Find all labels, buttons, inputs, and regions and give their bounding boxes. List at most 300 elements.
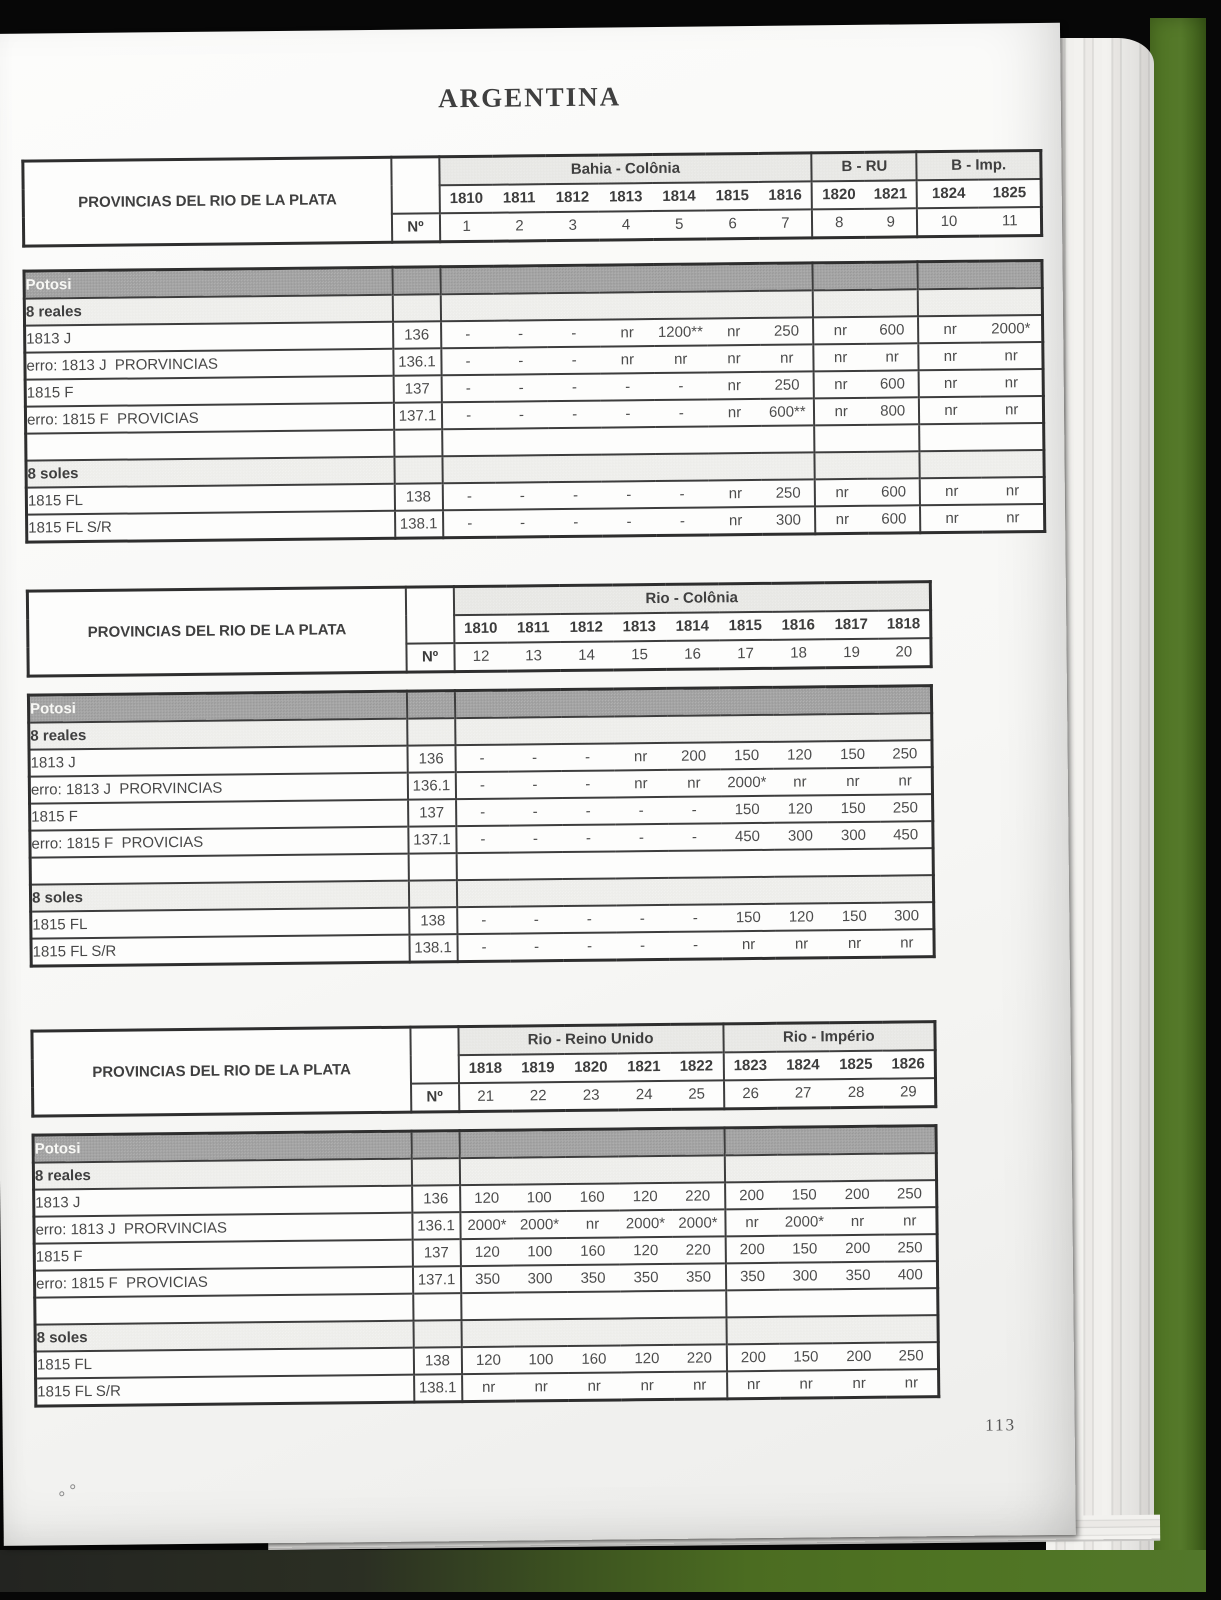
column-number: 18 xyxy=(772,639,825,668)
price-cell: 250 xyxy=(884,1180,937,1208)
column-group-label: Rio - Império xyxy=(723,1022,935,1053)
header-spacer xyxy=(391,157,440,214)
year-header: 1816 xyxy=(759,181,813,210)
price-cell: 2000* xyxy=(778,1208,831,1236)
year-header: 1825 xyxy=(979,179,1041,208)
price-cell: 600** xyxy=(761,398,815,426)
price-cell: - xyxy=(668,823,721,851)
year-header: 1818 xyxy=(878,610,931,639)
column-number: 29 xyxy=(882,1078,935,1107)
price-cell: nr xyxy=(982,477,1044,505)
column-number: 7 xyxy=(759,209,813,238)
year-header: 1811 xyxy=(492,184,546,213)
column-number: 12 xyxy=(454,643,507,672)
section-label: Potosi xyxy=(24,267,392,298)
page-number: 113 xyxy=(985,1415,1017,1435)
price-cell: 220 xyxy=(672,1182,725,1210)
price-cell: 300 xyxy=(774,822,827,850)
catalog-page xyxy=(0,23,1076,1546)
price-cell: nr xyxy=(815,479,868,507)
price-cell: 1200** xyxy=(654,318,708,346)
table-header xyxy=(21,149,1043,248)
price-cell: 120 xyxy=(773,741,826,769)
price-cell: nr xyxy=(919,343,981,371)
row-label: 1815 F xyxy=(34,1240,412,1271)
year-header: 1820 xyxy=(812,181,865,210)
price-cell: nr xyxy=(614,743,667,771)
price-cell: 300 xyxy=(827,822,880,850)
price-cell: nr xyxy=(780,1370,833,1398)
price-cell: 300 xyxy=(778,1262,831,1290)
row-label: erro: 1813 J PRORVINCIAS xyxy=(34,1213,412,1244)
year-header: 1821 xyxy=(617,1053,670,1082)
row-label: 1815 F xyxy=(25,376,393,407)
catalog-number: 137 xyxy=(412,1239,460,1267)
price-cell: nr xyxy=(568,1372,621,1400)
price-cell: nr xyxy=(814,398,867,426)
column-number: 22 xyxy=(512,1082,565,1111)
price-cell: 200 xyxy=(832,1343,885,1371)
price-cell: 350 xyxy=(566,1264,619,1292)
price-cell: - xyxy=(510,933,563,961)
table-corner-label: PROVINCIAS DEL RIO DE LA PLATA xyxy=(27,587,406,676)
price-cell: nr xyxy=(920,478,982,506)
price-cell: - xyxy=(496,509,550,537)
price-cell: 120 xyxy=(460,1185,513,1213)
column-number: 2 xyxy=(493,212,547,241)
section-label: Potosi xyxy=(33,1131,411,1162)
price-cell: - xyxy=(494,374,548,402)
price-cell: 2000* xyxy=(513,1211,566,1239)
year-header: 1812 xyxy=(546,184,600,213)
catalog-number: 138.1 xyxy=(409,934,457,962)
section-label: 8 reales xyxy=(29,719,407,750)
price-cell: - xyxy=(455,745,508,773)
column-number: 4 xyxy=(599,211,653,240)
price-cell: nr xyxy=(707,345,761,373)
price-cell: nr xyxy=(727,1371,780,1399)
price-cell: - xyxy=(562,797,615,825)
price-cell: nr xyxy=(814,344,867,372)
price-cell: 250 xyxy=(879,740,932,768)
price-cell: - xyxy=(668,796,721,824)
catalog-number: 138.1 xyxy=(395,510,443,538)
price-cell: nr xyxy=(919,370,981,398)
price-cell: 200 xyxy=(831,1235,884,1263)
price-cell: 160 xyxy=(566,1237,619,1265)
price-cell: - xyxy=(508,744,561,772)
column-number: 23 xyxy=(565,1081,618,1110)
price-cell: - xyxy=(656,507,710,535)
year-header: 1817 xyxy=(825,611,878,640)
price-cell: - xyxy=(654,399,708,427)
price-cell: nr xyxy=(621,1372,674,1400)
year-header: 1821 xyxy=(865,180,918,209)
column-group-label: B - Imp. xyxy=(917,150,1041,180)
price-cell: - xyxy=(442,483,496,511)
section-label: 8 soles xyxy=(35,1321,413,1352)
price-cell: - xyxy=(655,480,709,508)
row-label: 1813 J xyxy=(29,746,407,777)
row-label: erro: 1815 F PROVICIAS xyxy=(30,827,408,858)
price-cell: 150 xyxy=(827,795,880,823)
price-cell: - xyxy=(441,321,495,349)
row-label: erro: 1815 F PROVICIAS xyxy=(34,1267,412,1298)
price-cell: 2000* xyxy=(980,315,1042,343)
price-cell: nr xyxy=(828,930,881,958)
section-label: 8 soles xyxy=(30,881,408,912)
price-cell: nr xyxy=(760,344,814,372)
price-cell: - xyxy=(455,772,508,800)
catalog-number: 136 xyxy=(412,1185,460,1213)
section-label: 8 reales xyxy=(33,1159,411,1190)
price-cell: - xyxy=(495,401,549,429)
price-cell: - xyxy=(561,743,614,771)
year-header: 1813 xyxy=(599,183,653,212)
price-cell: - xyxy=(457,934,510,962)
price-cell: - xyxy=(494,347,548,375)
table-corner-label: PROVINCIAS DEL RIO DE LA PLATA xyxy=(32,1027,411,1116)
price-cell: - xyxy=(443,510,497,538)
catalog-number: 137.1 xyxy=(393,402,441,430)
price-cell: 120 xyxy=(619,1183,672,1211)
year-header: 1814 xyxy=(666,612,719,641)
price-cell: 100 xyxy=(514,1346,567,1374)
price-cell: - xyxy=(615,824,668,852)
price-cell: nr xyxy=(831,1208,884,1236)
no-column-label: Nº xyxy=(411,1083,459,1112)
price-cell: nr xyxy=(601,346,655,374)
price-cell: - xyxy=(602,508,656,536)
row-label: 1815 FL S/R xyxy=(31,935,409,966)
year-header: 1815 xyxy=(706,182,760,211)
price-cell: - xyxy=(441,402,495,430)
price-cell: 450 xyxy=(880,821,933,849)
price-cell: 250 xyxy=(885,1342,938,1370)
price-cell: - xyxy=(441,375,495,403)
price-cell: 600 xyxy=(868,478,921,506)
price-cell: 200 xyxy=(725,1236,778,1264)
price-cell: nr xyxy=(919,397,981,425)
price-cell: 2000* xyxy=(460,1212,513,1240)
year-header: 1825 xyxy=(829,1051,882,1080)
column-number: 19 xyxy=(825,639,878,668)
price-cell: 800 xyxy=(867,397,920,425)
price-cell: nr xyxy=(982,504,1044,532)
price-cell: - xyxy=(561,770,614,798)
price-cell: 150 xyxy=(826,741,879,769)
price-cell: - xyxy=(547,320,601,348)
catalog-number: 136 xyxy=(393,321,441,349)
price-cell: - xyxy=(456,826,509,854)
price-cell: nr xyxy=(462,1374,515,1402)
price-cell: - xyxy=(601,400,655,428)
price-cell: 350 xyxy=(725,1263,778,1291)
price-cell: 300 xyxy=(762,506,816,534)
price-cell: - xyxy=(547,347,601,375)
price-cell: - xyxy=(654,372,708,400)
row-label: 1815 FL xyxy=(35,1348,413,1379)
price-cell: 150 xyxy=(778,1181,831,1209)
price-cell: nr xyxy=(708,399,762,427)
column-number: 3 xyxy=(546,212,600,241)
price-cell: nr xyxy=(866,343,919,371)
catalog-number: 137.1 xyxy=(408,826,456,854)
price-cell: - xyxy=(548,401,602,429)
section-label: 8 soles xyxy=(26,457,394,488)
price-cell: 450 xyxy=(721,823,774,851)
table-body xyxy=(27,684,936,967)
price-cell: 150 xyxy=(722,904,775,932)
price-cell: - xyxy=(509,825,562,853)
price-cell: 350 xyxy=(619,1264,672,1292)
price-cell: - xyxy=(549,509,603,537)
price-cell: 250 xyxy=(762,479,816,507)
catalog-number: 136.1 xyxy=(407,772,455,800)
price-cell: - xyxy=(616,905,669,933)
book-cover-right xyxy=(1150,18,1206,1592)
price-cell: 250 xyxy=(761,371,815,399)
price-cell: 150 xyxy=(779,1343,832,1371)
price-cell: nr xyxy=(707,372,761,400)
section-label: Potosi xyxy=(28,691,406,722)
catalog-number: 138.1 xyxy=(414,1374,462,1402)
price-cell: nr xyxy=(515,1373,568,1401)
price-cell: - xyxy=(563,905,616,933)
price-cell: nr xyxy=(614,770,667,798)
price-cell: 150 xyxy=(720,742,773,770)
column-number: 25 xyxy=(671,1080,724,1109)
price-cell: 200 xyxy=(725,1182,778,1210)
column-number: 14 xyxy=(560,641,613,670)
catalog-number: 138 xyxy=(394,483,442,511)
column-number: 9 xyxy=(865,208,918,237)
table-header xyxy=(30,1020,937,1117)
year-header: 1816 xyxy=(772,611,825,640)
year-header: 1814 xyxy=(652,182,706,211)
row-label: 1815 F xyxy=(30,800,408,831)
column-number: 10 xyxy=(917,208,979,237)
price-cell: nr xyxy=(667,769,720,797)
price-cell: 2000* xyxy=(720,769,773,797)
column-group-label: Bahia - Colônia xyxy=(439,153,812,185)
price-cell: - xyxy=(508,771,561,799)
price-cell: 350 xyxy=(831,1262,884,1290)
book-cover-bottom xyxy=(0,1550,1206,1592)
price-cell: 250 xyxy=(880,794,933,822)
year-header: 1823 xyxy=(723,1052,776,1081)
price-cell: nr xyxy=(725,1209,778,1237)
column-number: 24 xyxy=(618,1081,671,1110)
price-cell: - xyxy=(549,482,603,510)
year-header: 1815 xyxy=(719,612,772,641)
price-cell: - xyxy=(441,348,495,376)
price-cell: 150 xyxy=(721,796,774,824)
price-cell: - xyxy=(669,904,722,932)
row-label: 1815 FL S/R xyxy=(36,1375,414,1406)
column-group-label: Rio - Colônia xyxy=(453,582,930,615)
year-header: 1813 xyxy=(613,613,666,642)
price-cell: - xyxy=(602,481,656,509)
price-cell: nr xyxy=(600,319,654,347)
price-cell: nr xyxy=(773,768,826,796)
price-cell: nr xyxy=(920,505,982,533)
price-cell: nr xyxy=(826,768,879,796)
price-cell: 600 xyxy=(867,370,920,398)
catalog-number: 138 xyxy=(413,1347,461,1375)
price-cell: nr xyxy=(709,480,763,508)
price-cell: 2000* xyxy=(672,1209,725,1237)
price-cell: 100 xyxy=(513,1238,566,1266)
catalog-number: 138 xyxy=(409,907,457,935)
catalog-number: 137.1 xyxy=(412,1266,460,1294)
price-cell: nr xyxy=(815,506,868,534)
price-cell: 220 xyxy=(672,1236,725,1264)
price-cell: - xyxy=(616,932,669,960)
price-cell: 120 xyxy=(775,903,828,931)
row-label: erro: 1815 F PROVICIAS xyxy=(25,403,393,434)
price-cell: nr xyxy=(981,369,1043,397)
catalog-number: 137 xyxy=(408,799,456,827)
price-cell: - xyxy=(548,374,602,402)
year-header: 1811 xyxy=(507,614,560,643)
price-cell: nr xyxy=(654,345,708,373)
price-cell: nr xyxy=(722,931,775,959)
column-number: 26 xyxy=(723,1080,776,1109)
price-cell: nr xyxy=(886,1369,939,1397)
column-number: 17 xyxy=(719,640,772,669)
table-corner-label: PROVINCIAS DEL RIO DE LA PLATA xyxy=(23,157,392,246)
price-cell: - xyxy=(510,906,563,934)
year-header: 1818 xyxy=(458,1055,511,1084)
price-cell: nr xyxy=(884,1207,937,1235)
price-cell: nr xyxy=(879,767,932,795)
row-label: 1815 FL S/R xyxy=(27,511,395,542)
price-cell: 350 xyxy=(460,1266,513,1294)
year-header: 1826 xyxy=(882,1050,935,1079)
year-header: 1819 xyxy=(511,1054,564,1083)
year-header: 1824 xyxy=(917,180,979,209)
catalog-number: 136 xyxy=(407,745,455,773)
column-number: 5 xyxy=(653,210,707,239)
price-cell: nr xyxy=(981,396,1043,424)
row-label: 1815 FL xyxy=(26,484,394,515)
price-cell: - xyxy=(496,482,550,510)
price-cell: 160 xyxy=(567,1345,620,1373)
column-group-label: Rio - Reino Unido xyxy=(458,1024,723,1055)
price-cell: nr xyxy=(674,1371,727,1399)
row-label: erro: 1813 J PRORVINCIAS xyxy=(29,773,407,804)
year-header: 1810 xyxy=(439,185,493,214)
column-number: 20 xyxy=(878,638,931,667)
price-cell: 220 xyxy=(673,1344,726,1372)
year-header: 1824 xyxy=(776,1051,829,1080)
price-cell: 250 xyxy=(760,317,814,345)
year-header: 1810 xyxy=(454,615,507,644)
column-number: 13 xyxy=(507,642,560,671)
dust-speck xyxy=(59,1491,64,1496)
header-spacer xyxy=(410,1027,459,1084)
year-header: 1822 xyxy=(670,1052,723,1081)
price-cell: nr xyxy=(814,371,867,399)
column-group-label: B - RU xyxy=(812,152,917,182)
row-label: erro: 1813 J PRORVINCIAS xyxy=(25,349,393,380)
price-cell: 120 xyxy=(460,1239,513,1267)
price-cell: 2000* xyxy=(619,1210,672,1238)
price-cell: - xyxy=(601,373,655,401)
price-cell: - xyxy=(562,824,615,852)
price-table-bahia-colonia xyxy=(21,149,1046,544)
price-cell: 150 xyxy=(778,1235,831,1263)
price-cell: - xyxy=(494,320,548,348)
price-cell: - xyxy=(563,932,616,960)
price-cell: 600 xyxy=(866,316,919,344)
price-cell: nr xyxy=(881,929,934,957)
price-table-rio-colonia xyxy=(26,580,936,967)
price-cell: 160 xyxy=(566,1183,619,1211)
price-cell: 300 xyxy=(881,902,934,930)
price-cell: - xyxy=(615,797,668,825)
price-cell: 400 xyxy=(884,1261,937,1289)
price-cell: nr xyxy=(981,342,1043,370)
section-label: 8 reales xyxy=(24,295,392,326)
price-cell: 120 xyxy=(620,1345,673,1373)
price-cell: - xyxy=(669,931,722,959)
catalog-number: 137 xyxy=(393,375,441,403)
column-number: 6 xyxy=(706,210,760,239)
year-header: 1812 xyxy=(560,613,613,642)
price-cell: nr xyxy=(833,1370,886,1398)
price-cell: nr xyxy=(707,318,761,346)
column-number: 15 xyxy=(613,641,666,670)
table-header xyxy=(26,580,933,677)
price-cell: 120 xyxy=(619,1237,672,1265)
column-number: 8 xyxy=(812,209,865,238)
price-cell: - xyxy=(509,798,562,826)
dust-speck xyxy=(70,1484,75,1489)
price-cell: 100 xyxy=(513,1184,566,1212)
table-body xyxy=(22,259,1046,544)
column-number: 21 xyxy=(459,1083,512,1112)
price-cell: 250 xyxy=(884,1234,937,1262)
header-spacer xyxy=(405,587,454,644)
row-label: 1813 J xyxy=(34,1186,412,1217)
year-header: 1820 xyxy=(564,1053,617,1082)
row-label: 1813 J xyxy=(25,322,393,353)
price-cell: 200 xyxy=(726,1344,779,1372)
price-cell: - xyxy=(456,799,509,827)
column-number: 27 xyxy=(776,1079,829,1108)
price-cell: 150 xyxy=(828,903,881,931)
price-table-rio-reino-unido-imperio xyxy=(30,1020,940,1407)
column-number: 11 xyxy=(979,207,1041,236)
price-cell: nr xyxy=(918,316,980,344)
price-cell: - xyxy=(457,907,510,935)
column-number: 16 xyxy=(666,640,719,669)
row-label: 1815 FL xyxy=(31,908,409,939)
price-cell: 300 xyxy=(513,1265,566,1293)
price-cell: 600 xyxy=(868,505,921,533)
column-number: 1 xyxy=(439,213,493,242)
price-cell: 120 xyxy=(461,1347,514,1375)
price-cell: nr xyxy=(813,317,866,345)
price-cell: 350 xyxy=(672,1263,725,1291)
price-cell: nr xyxy=(709,507,763,535)
price-cell: nr xyxy=(566,1210,619,1238)
page-title: ARGENTINA xyxy=(438,81,622,114)
no-column-label: Nº xyxy=(406,643,454,672)
price-cell: 120 xyxy=(774,795,827,823)
